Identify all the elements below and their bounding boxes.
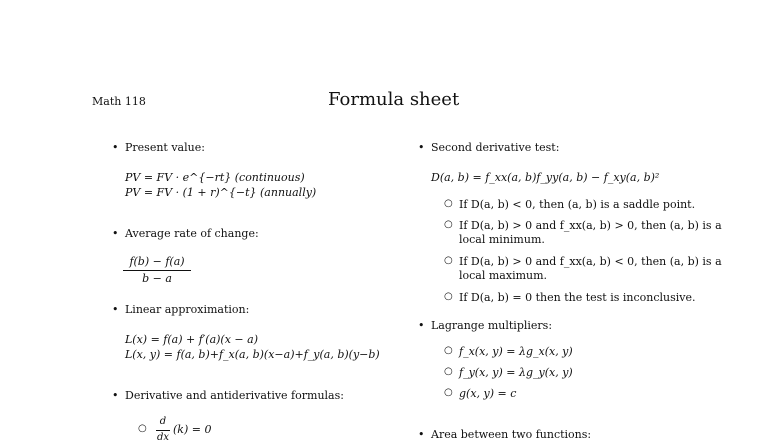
test-item-inconclusive: ○ If D(a, b) = 0 then the test is inconclusive. — [444, 291, 696, 304]
present-value-heading: • Present value: — [112, 141, 205, 154]
linear-approx-heading: • Linear approximation: — [112, 303, 250, 316]
bullet-icon: • — [112, 141, 119, 154]
pv-annual-formula: PV = FV · (1 + r)^{−t} (annually) — [125, 186, 317, 199]
test-item-maximum: ○ If D(a, b) > 0 and f_xx(a, b) < 0, then (a, b) is a local maximum. — [444, 255, 722, 282]
bullet-icon: • — [112, 303, 119, 316]
test-item-minimum: ○ If D(a, b) > 0 and f_xx(a, b) > 0, then (a, b) is a local minimum. — [444, 219, 722, 246]
derivative-constant-rest: (k) = 0 — [173, 423, 212, 436]
lagrange-item-fx: ○ f_x(x, y) = λg_x(x, y) — [444, 345, 573, 358]
circle-bullet-icon: ○ — [444, 366, 453, 377]
pv-continuous-formula: PV = FV · e^{−rt} (continuous) — [125, 171, 305, 184]
course-label: Math 118 — [92, 95, 146, 108]
derivatives-heading: • Derivative and antiderivative formulas: — [112, 389, 344, 402]
avg-rate-heading: • Average rate of change: — [112, 227, 259, 240]
linear-approx-multi: L(x, y) = f(a, b)+f_x(a, b)(x−a)+f_y(a, b)(y−b) — [125, 348, 380, 361]
test-item-saddle: ○ If D(a, b) < 0, then (a, b) is a saddle point. — [444, 198, 696, 211]
page-title: Formula sheet — [328, 89, 460, 110]
bullet-icon: • — [112, 389, 119, 402]
fraction-numerator: f(b) − f(a) — [123, 255, 191, 271]
lagrange-item-fy: ○ f_y(x, y) = λg_y(x, y) — [444, 366, 573, 379]
lagrange-item-constraint: ○ g(x, y) = c — [444, 387, 517, 400]
circle-bullet-icon: ○ — [444, 345, 453, 356]
circle-bullet-icon: ○ — [444, 198, 453, 209]
avg-rate-fraction — [123, 255, 191, 286]
bullet-icon: • — [418, 141, 425, 154]
second-derivative-formula: D(a, b) = f_xx(a, b)f_yy(a, b) − f_xy(a, b)² — [431, 171, 660, 184]
area-heading: • Area between two functions: — [418, 428, 592, 441]
linear-approx-single: L(x) = f(a) + f′(a)(x − a) — [125, 333, 258, 346]
circle-bullet-icon: ○ — [138, 423, 147, 434]
circle-bullet-icon: ○ — [444, 387, 453, 398]
d-dx-fraction: $\frac{d}{dx}$ — [156, 416, 170, 443]
circle-bullet-icon: ○ — [444, 291, 453, 302]
bullet-icon: • — [112, 227, 119, 240]
circle-bullet-icon: ○ — [444, 255, 453, 266]
second-derivative-heading: • Second derivative test: — [418, 141, 560, 154]
bullet-icon: • — [418, 428, 425, 441]
bullet-icon: • — [418, 319, 425, 332]
circle-bullet-icon: ○ — [444, 219, 453, 230]
fraction-denominator: b − a — [142, 271, 172, 285]
lagrange-heading: • Lagrange multipliers: — [418, 319, 553, 332]
